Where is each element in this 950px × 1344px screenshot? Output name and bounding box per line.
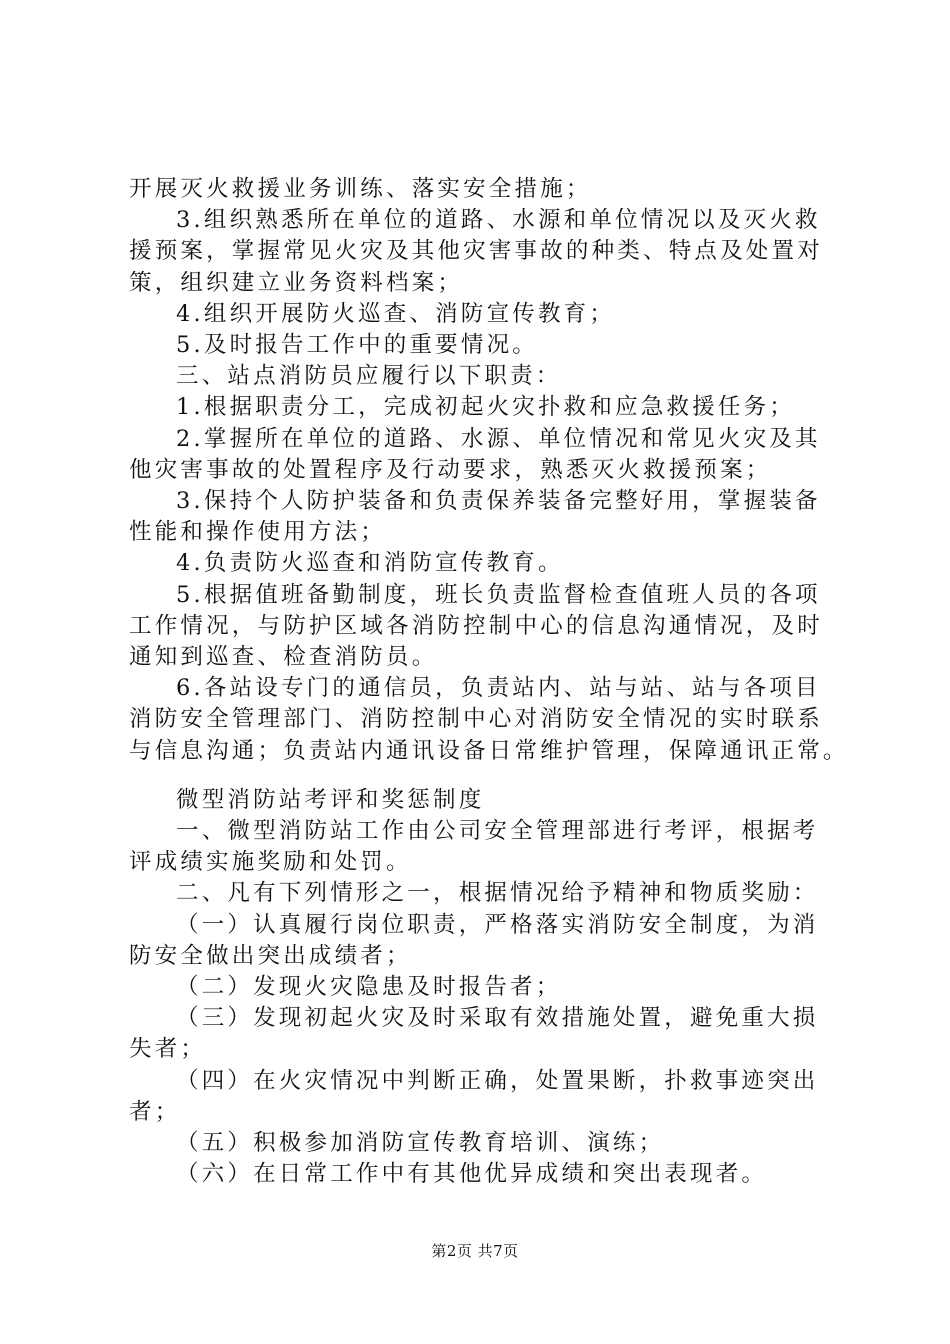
text-line: 他灾害事故的处置程序及行动要求，熟悉灭火救援预案； bbox=[129, 456, 772, 483]
text-line: 评成绩实施奖励和处罚。 bbox=[129, 849, 412, 876]
text-line: 5.根据值班备勤制度，班长负责监督检查值班人员的各项 bbox=[176, 581, 821, 608]
text-line: 性能和操作使用方法； bbox=[129, 519, 387, 546]
text-line: （二）发现火灾隐患及时报告者； bbox=[176, 974, 562, 1000]
section-heading: 微型消防站考评和奖惩制度 bbox=[176, 786, 485, 813]
text-line: （一）认真履行岗位职责，严格落实消防安全制度，为消 bbox=[176, 911, 819, 938]
text-line: 通知到巡查、检查消防员。 bbox=[129, 644, 438, 670]
text-line: 二、凡有下列情形之一，根据情况给予精神和物质奖励： bbox=[176, 880, 819, 907]
text-line: 防安全做出突出成绩者； bbox=[129, 942, 412, 969]
text-line: 消防安全管理部门、消防控制中心对消防安全情况的实时联系 bbox=[129, 706, 823, 733]
text-line: 与信息沟通；负责站内通讯设备日常维护管理，保障通讯正常。 bbox=[129, 737, 849, 764]
text-line: （五）积极参加消防宣传教育培训、演练； bbox=[176, 1130, 665, 1156]
page-number-footer: 第2页 共7页 bbox=[431, 1242, 519, 1260]
text-line: 失者； bbox=[129, 1036, 207, 1063]
text-line: （三）发现初起火灾及时采取有效措施处置，避免重大损 bbox=[176, 1005, 819, 1032]
text-line: 一、微型消防站工作由公司安全管理部进行考评，根据考 bbox=[176, 818, 819, 844]
text-line: 4.组织开展防火巡查、消防宣传教育； bbox=[176, 300, 616, 327]
text-line: 援预案，掌握常见火灾及其他灾害事故的种类、特点及处置对 bbox=[129, 238, 823, 265]
text-line: 6.各站设专门的通信员，负责站内、站与站、站与各项目 bbox=[176, 675, 821, 702]
text-line: 3.组织熟悉所在单位的道路、水源和单位情况以及灭火救 bbox=[176, 207, 821, 234]
text-line: （六）在日常工作中有其他优异成绩和突出表现者。 bbox=[176, 1161, 768, 1188]
text-line: 3.保持个人防护装备和负责保养装备完整好用，掌握装备 bbox=[176, 488, 821, 514]
text-line: 4.负责防火巡查和消防宣传教育。 bbox=[176, 550, 564, 577]
text-line: 者； bbox=[129, 1098, 181, 1125]
text-line: 三、站点消防员应履行以下职责： bbox=[176, 363, 562, 390]
text-line: 1.根据职责分工，完成初起火灾扑救和应急救援任务； bbox=[176, 394, 795, 421]
text-line: 工作情况，与防护区域各消防控制中心的信息沟通情况，及时 bbox=[129, 612, 823, 639]
text-line: 策，组织建立业务资料档案； bbox=[129, 269, 464, 296]
text-line: 2.掌握所在单位的道路、水源、单位情况和常见火灾及其 bbox=[176, 425, 821, 452]
text-line: 5.及时报告工作中的重要情况。 bbox=[176, 332, 538, 358]
text-line: （四）在火灾情况中判断正确，处置果断，扑救事迹突出 bbox=[176, 1067, 819, 1094]
text-line: 开展灭火救援业务训练、落实安全措施； bbox=[129, 176, 592, 202]
